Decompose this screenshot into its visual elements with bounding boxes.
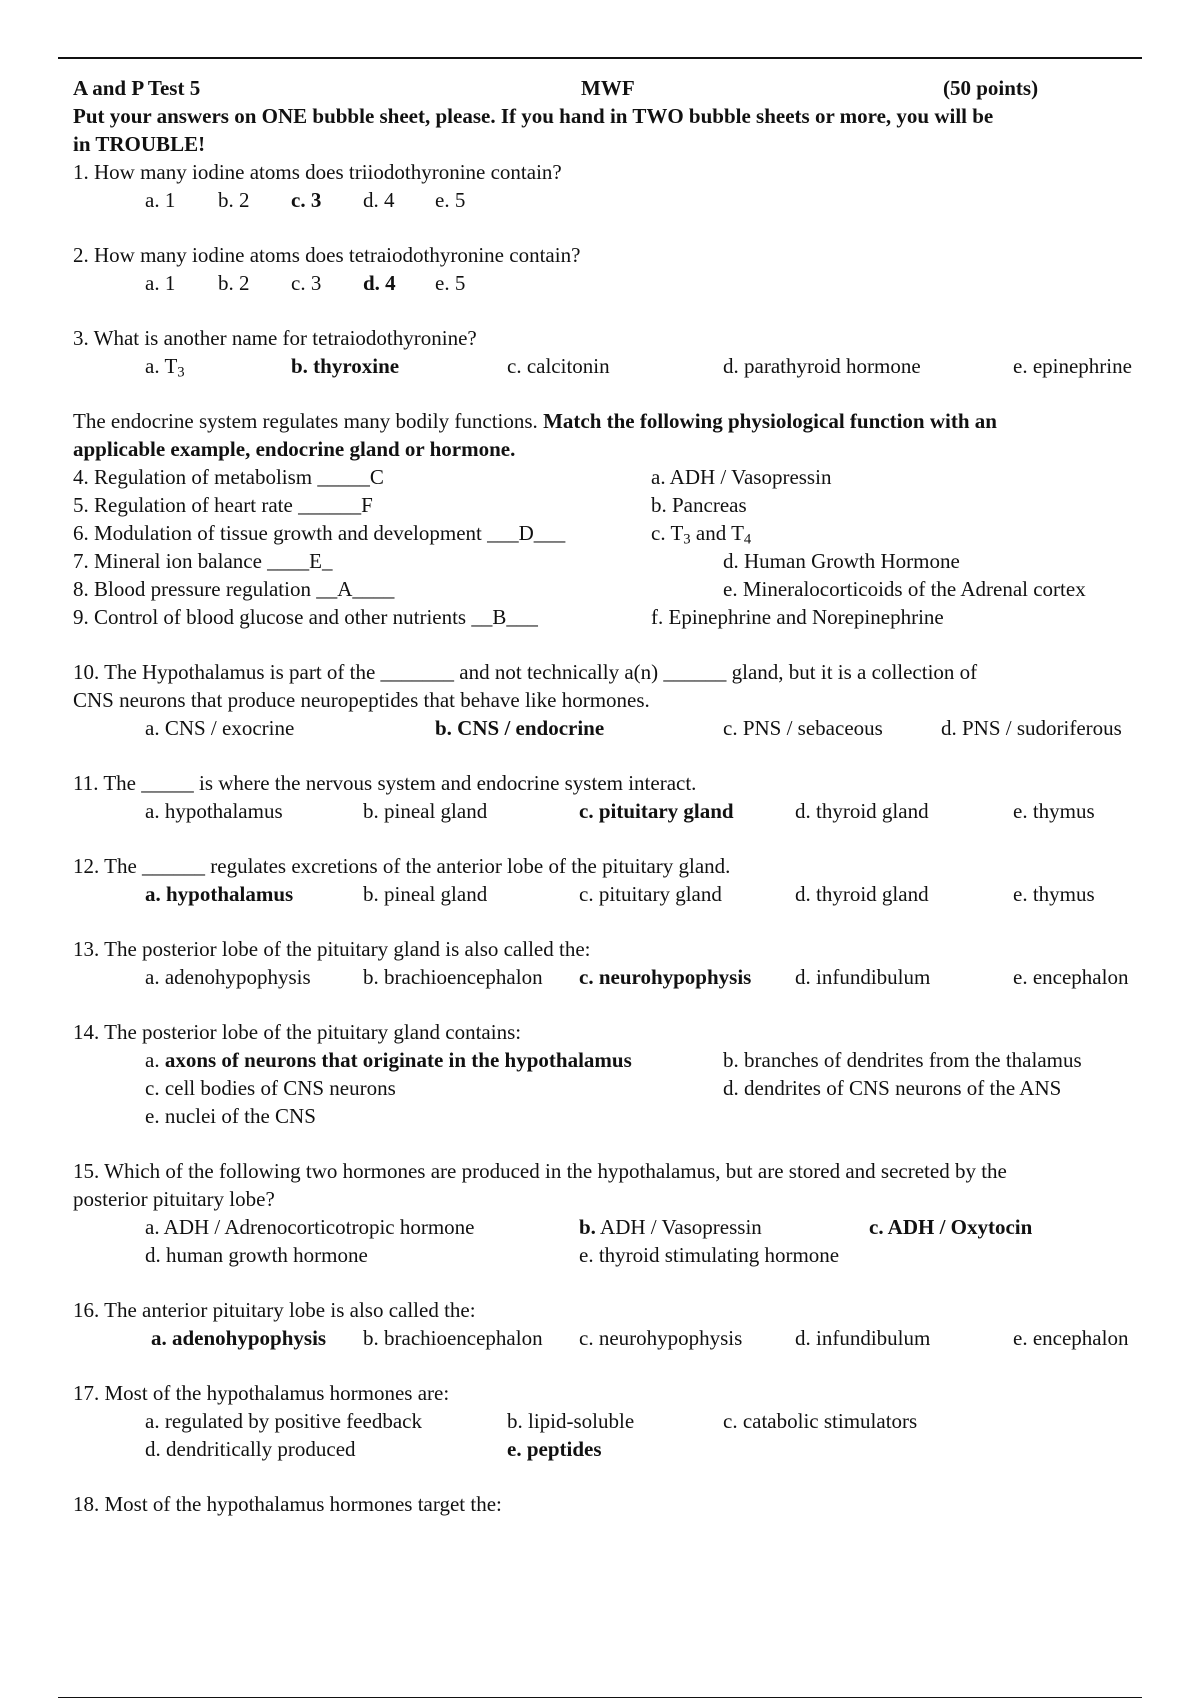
q1-option-d: d. 4 xyxy=(363,188,395,212)
q1-option-c-answer: c. 3 xyxy=(291,188,322,212)
q2-option-c: c. 3 xyxy=(291,271,322,295)
q12-option-d: d. thyroid gland xyxy=(795,882,929,906)
question-15-options-row-1 xyxy=(73,1213,1153,1241)
top-rule xyxy=(58,57,1142,59)
matching-item-8: 8. Blood pressure regulation __A____ xyxy=(73,577,395,601)
q14-option-e: e. nuclei of the CNS xyxy=(145,1104,316,1128)
q3-option-d: d. parathyroid hormone xyxy=(723,354,921,378)
q12-option-c: c. pituitary gland xyxy=(579,882,722,906)
matching-option-c-sub1: 3 xyxy=(683,531,691,548)
q12-option-b: b. pineal gland xyxy=(363,882,488,906)
question-10-options xyxy=(73,714,1153,742)
question-15-line-2: posterior pituitary lobe? xyxy=(73,1187,275,1211)
question-15-options-row-2 xyxy=(73,1241,1153,1269)
q14-option-a-answer: axons of neurons that originate in the hypothalamus xyxy=(164,1048,632,1072)
matching-row-6 xyxy=(73,519,1153,547)
matching-intro-plain: The endocrine system regulates many bodily functions. xyxy=(73,409,544,433)
q10-option-b-answer: b. CNS / endocrine xyxy=(435,716,605,740)
matching-row-4 xyxy=(73,463,1153,491)
matching-option-c xyxy=(651,519,751,547)
q15-option-d: d. human growth hormone xyxy=(145,1243,368,1267)
test-section: MWF xyxy=(581,76,635,100)
q15-option-a: a. ADH / Adrenocorticotropic hormone xyxy=(145,1215,475,1239)
matching-item-9: 9. Control of blood glucose and other nutrients __B___ xyxy=(73,605,538,629)
q16-option-c: c. neurohypophysis xyxy=(579,1326,743,1350)
q3-option-a-subscript: 3 xyxy=(177,364,185,381)
q11-option-a: a. hypothalamus xyxy=(145,799,283,823)
q17-option-b: b. lipid-soluble xyxy=(507,1409,635,1433)
q3-option-b-answer: b. thyroxine xyxy=(291,354,400,378)
q3-option-c: c. calcitonin xyxy=(507,354,610,378)
q11-option-e: e. thymus xyxy=(1013,799,1095,823)
question-16: 16. The anterior pituitary lobe is also called the: xyxy=(73,1298,476,1322)
question-17: 17. Most of the hypothalamus hormones are: xyxy=(73,1381,450,1405)
matching-option-e: e. Mineralocorticoids of the Adrenal cortex xyxy=(723,577,1086,601)
question-13-options xyxy=(73,963,1153,991)
q12-option-a-answer: a. hypothalamus xyxy=(145,882,294,906)
question-14-options-row-3 xyxy=(73,1102,1153,1130)
question-11: 11. The _____ is where the nervous system and endocrine system interact. xyxy=(73,771,697,795)
bottom-rule xyxy=(58,1697,1142,1698)
question-12-options xyxy=(73,880,1153,908)
test-page xyxy=(73,74,1153,1518)
q12-option-e: e. thymus xyxy=(1013,882,1095,906)
matching-row-7 xyxy=(73,547,1153,575)
q11-option-c-answer: c. pituitary gland xyxy=(579,799,734,823)
q16-option-b: b. brachioencephalon xyxy=(363,1326,543,1350)
q14-option-c: c. cell bodies of CNS neurons xyxy=(145,1076,396,1100)
q17-option-d: d. dendritically produced xyxy=(145,1437,356,1461)
q10-option-a: a. CNS / exocrine xyxy=(145,716,295,740)
q11-option-d: d. thyroid gland xyxy=(795,799,929,823)
question-1: 1. How many iodine atoms does triiodothyronine contain? xyxy=(73,160,562,184)
matching-row-5 xyxy=(73,491,1153,519)
matching-item-6: 6. Modulation of tissue growth and development ___D___ xyxy=(73,521,566,545)
question-18: 18. Most of the hypothalamus hormones target the: xyxy=(73,1492,502,1516)
instructions-line-2: in TROUBLE! xyxy=(73,132,206,156)
q13-option-d: d. infundibulum xyxy=(795,965,931,989)
q3-option-a-text: a. T xyxy=(145,354,178,378)
matching-option-f: f. Epinephrine and Norepinephrine xyxy=(651,605,944,629)
q10-option-c: c. PNS / sebaceous xyxy=(723,716,883,740)
question-10-line-2: CNS neurons that produce neuropeptides that behave like hormones. xyxy=(73,688,650,712)
question-15-line-1: 15. Which of the following two hormones are produced in the hypothalamus, but are stored and secreted by the xyxy=(73,1159,1007,1183)
q15-option-e: e. thyroid stimulating hormone xyxy=(579,1243,840,1267)
q10-option-d: d. PNS / sudoriferous xyxy=(941,716,1122,740)
question-17-options-row-1 xyxy=(73,1407,1153,1435)
q13-option-b: b. brachioencephalon xyxy=(363,965,543,989)
q3-option-a xyxy=(145,352,185,380)
q15-option-b-letter: b. xyxy=(579,1215,596,1239)
question-17-options-row-2 xyxy=(73,1435,1153,1463)
test-header xyxy=(73,74,1153,102)
q17-option-e-answer: e. peptides xyxy=(507,1437,602,1461)
matching-intro-line-2: applicable example, endocrine gland or hormone. xyxy=(73,437,516,461)
q13-option-c-answer: c. neurohypophysis xyxy=(579,965,752,989)
question-2-options xyxy=(73,269,1153,297)
q1-option-b: b. 2 xyxy=(218,188,250,212)
matching-row-8 xyxy=(73,575,1153,603)
q17-option-a: a. regulated by positive feedback xyxy=(145,1409,422,1433)
q11-option-b: b. pineal gland xyxy=(363,799,488,823)
question-14-options-row-1 xyxy=(73,1046,1153,1074)
matching-item-5: 5. Regulation of heart rate ______F xyxy=(73,493,373,517)
q14-option-a xyxy=(145,1046,632,1074)
question-3: 3. What is another name for tetraiodothyronine? xyxy=(73,326,477,350)
instructions-line-1: Put your answers on ONE bubble sheet, please. If you hand in TWO bubble sheets or more, you will be xyxy=(73,104,994,128)
q1-option-a: a. 1 xyxy=(145,188,176,212)
q16-option-e: e. encephalon xyxy=(1013,1326,1129,1350)
question-2: 2. How many iodine atoms does tetraiodothyronine contain? xyxy=(73,243,581,267)
q2-option-e: e. 5 xyxy=(435,271,466,295)
question-13: 13. The posterior lobe of the pituitary gland is also called the: xyxy=(73,937,591,961)
question-14: 14. The posterior lobe of the pituitary gland contains: xyxy=(73,1020,522,1044)
q2-option-d-answer: d. 4 xyxy=(363,271,396,295)
question-11-options xyxy=(73,797,1153,825)
test-points: (50 points) xyxy=(943,76,1039,100)
q1-option-e: e. 5 xyxy=(435,188,466,212)
question-3-options xyxy=(73,352,1153,380)
q15-option-c-answer: c. ADH / Oxytocin xyxy=(869,1215,1033,1239)
matching-option-c-pre: c. T xyxy=(651,521,684,545)
q13-option-a: a. adenohypophysis xyxy=(145,965,311,989)
matching-option-a: a. ADH / Vasopressin xyxy=(651,465,832,489)
q14-option-b: b. branches of dendrites from the thalamus xyxy=(723,1048,1082,1072)
matching-option-b: b. Pancreas xyxy=(651,493,747,517)
matching-row-9 xyxy=(73,603,1153,631)
q3-option-e: e. epinephrine xyxy=(1013,354,1132,378)
question-12: 12. The ______ regulates excretions of the anterior lobe of the pituitary gland. xyxy=(73,854,731,878)
test-title: A and P Test 5 xyxy=(73,76,201,100)
q16-option-d: d. infundibulum xyxy=(795,1326,931,1350)
question-1-options xyxy=(73,186,1153,214)
q2-option-b: b. 2 xyxy=(218,271,250,295)
q2-option-a: a. 1 xyxy=(145,271,176,295)
matching-option-c-mid: and T xyxy=(690,521,744,545)
matching-item-7: 7. Mineral ion balance ____E_ xyxy=(73,549,333,573)
q17-option-c: c. catabolic stimulators xyxy=(723,1409,918,1433)
matching-intro-line-1 xyxy=(73,407,1153,435)
q13-option-e: e. encephalon xyxy=(1013,965,1129,989)
matching-option-d: d. Human Growth Hormone xyxy=(723,549,960,573)
q15-option-b-text: ADH / Vasopressin xyxy=(595,1215,762,1239)
matching-item-4: 4. Regulation of metabolism _____C xyxy=(73,465,384,489)
question-10-line-1: 10. The Hypothalamus is part of the _______ and not technically a(n) ______ gland, but it is a collection of xyxy=(73,660,978,684)
question-16-options xyxy=(73,1324,1153,1352)
question-14-options-row-2 xyxy=(73,1074,1153,1102)
q14-option-d: d. dendrites of CNS neurons of the ANS xyxy=(723,1076,1062,1100)
q14-option-a-letter: a. xyxy=(145,1048,165,1072)
q16-option-a-answer: a. adenohypophysis xyxy=(151,1326,327,1350)
matching-intro-bold: Match the following physiological function with an xyxy=(543,409,997,433)
q15-option-b xyxy=(579,1213,762,1241)
matching-option-c-sub2: 4 xyxy=(743,531,752,548)
